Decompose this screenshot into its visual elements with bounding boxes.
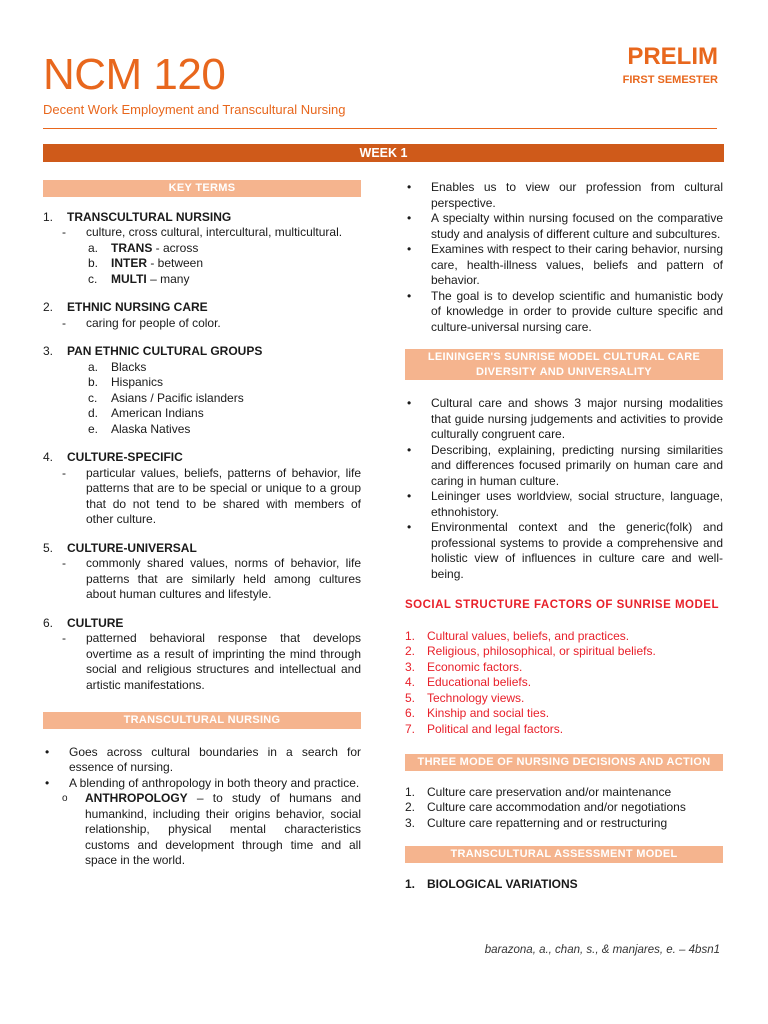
week-bar: WEEK 1 xyxy=(43,144,724,162)
section-heading-key-terms: KEY TERMS xyxy=(43,180,361,197)
term-label: PRELIM xyxy=(627,43,718,70)
course-subtitle: Decent Work Employment and Transcultural Nursing xyxy=(43,102,346,117)
list-item: 2. Culture care accommodation and/or negotiations xyxy=(405,800,686,814)
list-item: a. TRANS - across xyxy=(88,240,199,255)
key-term-5: 5. CULTURE-UNIVERSAL xyxy=(43,540,197,555)
key-term-1: 1. TRANSCULTURAL NURSING xyxy=(43,209,232,224)
term-desc: - commonly shared values, norms of behavior, life patterns that are similarly held among cultures about human cultures and lifestyle. xyxy=(62,556,361,601)
list-item: e. Alaska Natives xyxy=(88,421,191,436)
course-title: NCM 120 xyxy=(43,50,226,99)
section-heading-transcultural-nursing: TRANSCULTURAL NURSING xyxy=(43,712,361,729)
list-item: c. Asians / Pacific islanders xyxy=(88,390,244,405)
bullet-item: • Environmental context and the generic(folk) and professional systems to provide a comprehensive and holistic view of influences in culture care and well-being. xyxy=(407,520,723,581)
key-term-3: 3. PAN ETHNIC CULTURAL GROUPS xyxy=(43,344,263,358)
list-item: c. MULTI – many xyxy=(88,271,190,286)
bullet-item: • Enables us to view our profession from cultural perspective. xyxy=(407,180,723,210)
left-column xyxy=(43,180,361,869)
list-item: 1. Cultural values, beliefs, and practices. xyxy=(405,628,630,643)
term-desc: - patterned behavioral response that develops overtime as a result of imprinting the mind through social and religious structures and intellectual and artistic manifestations. xyxy=(62,631,361,692)
right-column xyxy=(405,180,723,892)
list-item: a. Blacks xyxy=(88,359,147,374)
section-heading-social-structure: SOCIAL STRUCTURE FACTORS OF SUNRISE MODEL xyxy=(405,599,719,611)
section-heading-three-mode: THREE MODE OF NURSING DECISIONS AND ACTION xyxy=(405,754,723,771)
author-footer: barazona, a., chan, s., & manjares, e. – 4bsn1 xyxy=(484,944,720,956)
list-item: 4. Educational beliefs. xyxy=(405,675,532,689)
key-term-2: 2. ETHNIC NURSING CARE xyxy=(43,300,208,314)
bullet-item: • Cultural care and shows 3 major nursing modalities that guide nursing judgements and activities to provide culturally congruent care. xyxy=(407,396,723,441)
term-desc: - culture, cross cultural, intercultural, multicultural. xyxy=(62,225,343,239)
section-heading-assessment-model: TRANSCULTURAL ASSESSMENT MODEL xyxy=(405,846,723,863)
bullet-item: • A blending of anthropology in both theory and practice. xyxy=(45,775,360,790)
header-divider xyxy=(43,128,717,129)
bullet-item: • Describing, explaining, predicting nursing similarities and differences focused primarily on human care and caring in human culture. xyxy=(407,442,723,488)
list-item: b. Hispanics xyxy=(88,375,164,389)
list-item: 2. Religious, philosophical, or spiritual beliefs. xyxy=(405,644,656,658)
list-item: b. INTER - between xyxy=(88,256,204,270)
key-term-6: 6. CULTURE xyxy=(43,615,124,630)
bullet-item: • Leininger uses worldview, social structure, language, ethnohistory. xyxy=(407,489,723,519)
list-item: 5. Technology views. xyxy=(405,690,525,705)
list-item: 1. Culture care preservation and/or maintenance xyxy=(405,784,672,799)
key-term-4: 4. CULTURE-SPECIFIC xyxy=(43,450,183,464)
list-item: 6. Kinship and social ties. xyxy=(405,706,550,720)
bullet-item: • Examines with respect to their caring behavior, nursing care, health-illness values, beliefs and pattern of behavior. xyxy=(407,242,723,287)
bullet-item: • Goes across cultural boundaries in a search for essence of nursing. xyxy=(45,744,361,774)
bullet-item: • The goal is to develop scientific and humanistic body of knowledge in order to provide culture specific and culture-universal nursing care. xyxy=(407,288,723,334)
list-item: 3. Culture care repatterning and or restructuring xyxy=(405,815,668,830)
section-heading-sunrise-model: LEININGER'S SUNRISE MODEL CULTURAL CARE DIVERSITY AND UNIVERSALITY xyxy=(405,349,723,380)
sub-bullet-item: o ANTHROPOLOGY – to study of humans and humankind, including their origins behavior, social relationship, physical mental characteristics customs and development through time and all space in the world. xyxy=(62,791,361,867)
bullet-item: • A specialty within nursing focused on the comparative study and analysis of different culture and subcultures. xyxy=(407,211,723,241)
list-item: 1. BIOLOGICAL VARIATIONS xyxy=(405,876,578,891)
list-item: 7. Political and legal factors. xyxy=(405,721,564,736)
list-item: 3. Economic factors. xyxy=(405,659,523,674)
term-desc: - particular values, beliefs, patterns of behavior, life patterns that are to be special or unique to a group that do not tend to be shared with members of other culture. xyxy=(62,465,361,526)
list-item: d. American Indians xyxy=(88,406,204,420)
semester-label: FIRST SEMESTER xyxy=(622,74,718,86)
term-desc: - caring for people of color. xyxy=(62,315,221,330)
